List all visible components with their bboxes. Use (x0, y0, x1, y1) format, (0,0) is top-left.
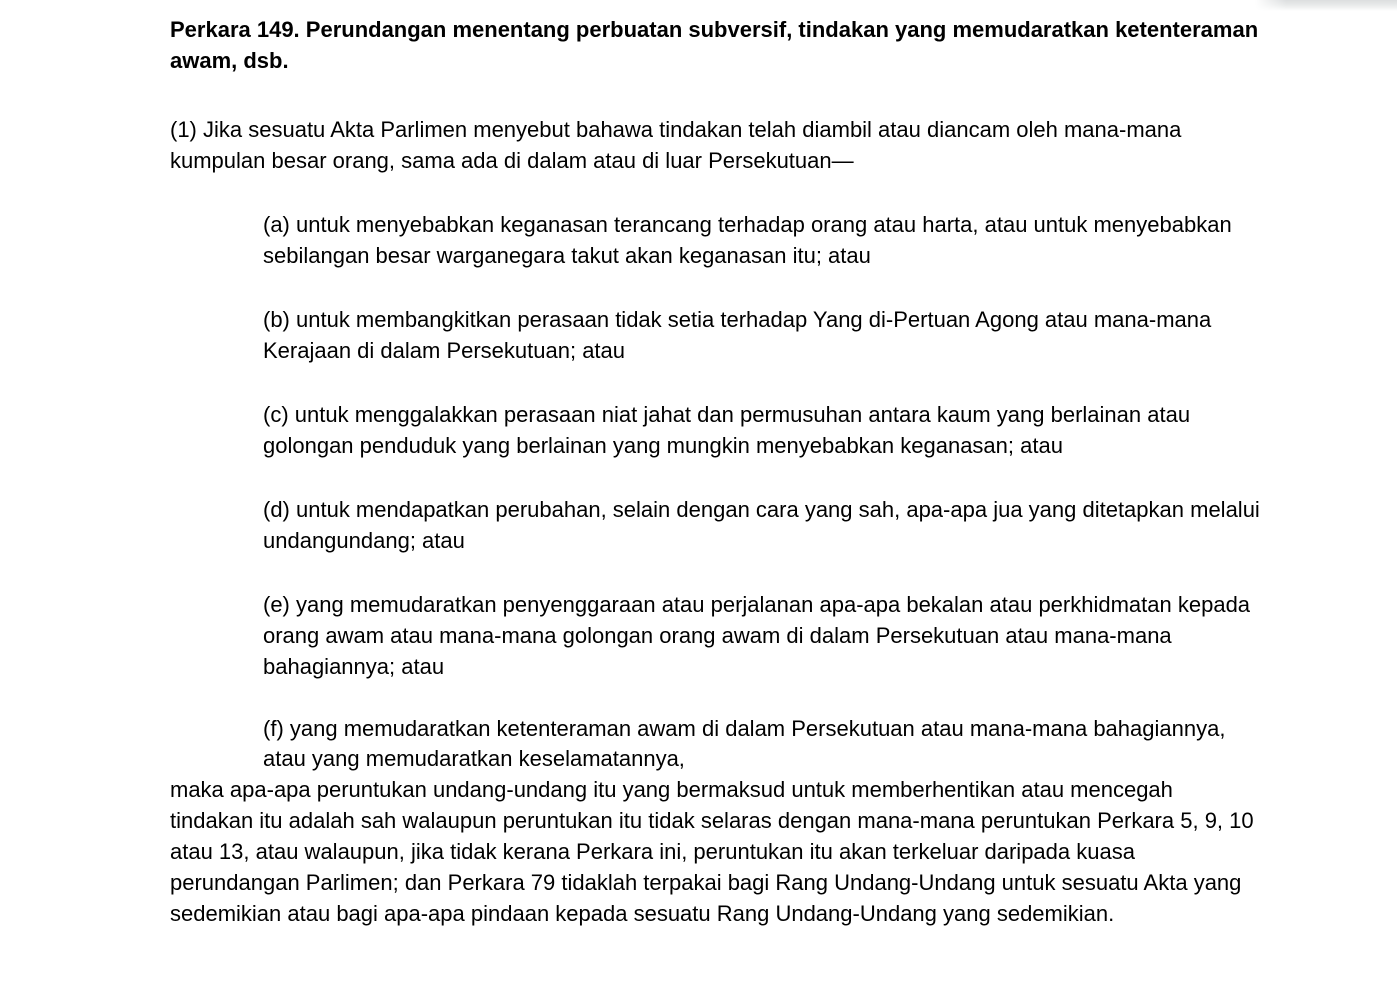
clause-c: (c) untuk menggalakkan perasaan niat jahat dan permusuhan antara kaum yang berlainan atau golongan penduduk yang berlainan yang mungkin menyebabkan keganasan; atau (263, 402, 1191, 458)
document-body (170, 14, 1262, 929)
clause-e: (e) yang memudaratkan penyenggaraan atau perjalanan apa-apa bekalan atau perkhidmatan kepada orang awam atau mana-mana golongan orang awam di dalam Persekutuan atau mana-mana bahagiannya; atau (263, 592, 1251, 679)
clause-a: (a) untuk menyebabkan keganasan terancang terhadap orang atau harta, atau untuk menyebabkan sebilangan besar warganegara takut akan keganasan itu; atau (263, 212, 1232, 268)
paragraph-intro: (1) Jika sesuatu Akta Parlimen menyebut bahawa tindakan telah diambil atau diancam oleh mana-mana kumpulan besar orang, sama ada di dalam atau di luar Persekutuan— (170, 117, 1182, 173)
page-title: Perkara 149. Perundangan menentang perbuatan subversif, tindakan yang memudaratkan ketenteraman awam, dsb. (170, 17, 1259, 73)
clause-f: (f) yang memudaratkan ketenteraman awam di dalam Persekutuan atau mana-mana bahagiannya, atau yang memudaratkan keselamatannya, (263, 716, 1226, 771)
clause-b: (b) untuk membangkitkan perasaan tidak setia terhadap Yang di-Pertuan Agong atau mana-mana Kerajaan di dalam Persekutuan; atau (263, 307, 1212, 363)
paragraph-closing: maka apa-apa peruntukan undang-undang itu yang bermaksud untuk memberhentikan atau mencegah tindakan itu adalah sah walaupun peruntukan itu tidak selaras dengan mana-mana peruntukan Perkara 5, 9, 10 atau 13, atau walaupun, jika tidak kerana Perkara ini, peruntukan itu akan terkeluar daripada kuasa perundangan Parlimen; dan Perkara 79 tidaklah terpakai bagi Rang Undang-Undang untuk sesuatu Akta yang sedemikian atau bagi apa-apa pindaan kepada sesuatu Rang Undang-Undang yang sedemikian. (170, 777, 1254, 926)
viewport-edge-shadow (1255, 0, 1397, 11)
clause-d: (d) untuk mendapatkan perubahan, selain dengan cara yang sah, apa-apa jua yang ditetapkan melalui undangundang; atau (263, 497, 1260, 553)
